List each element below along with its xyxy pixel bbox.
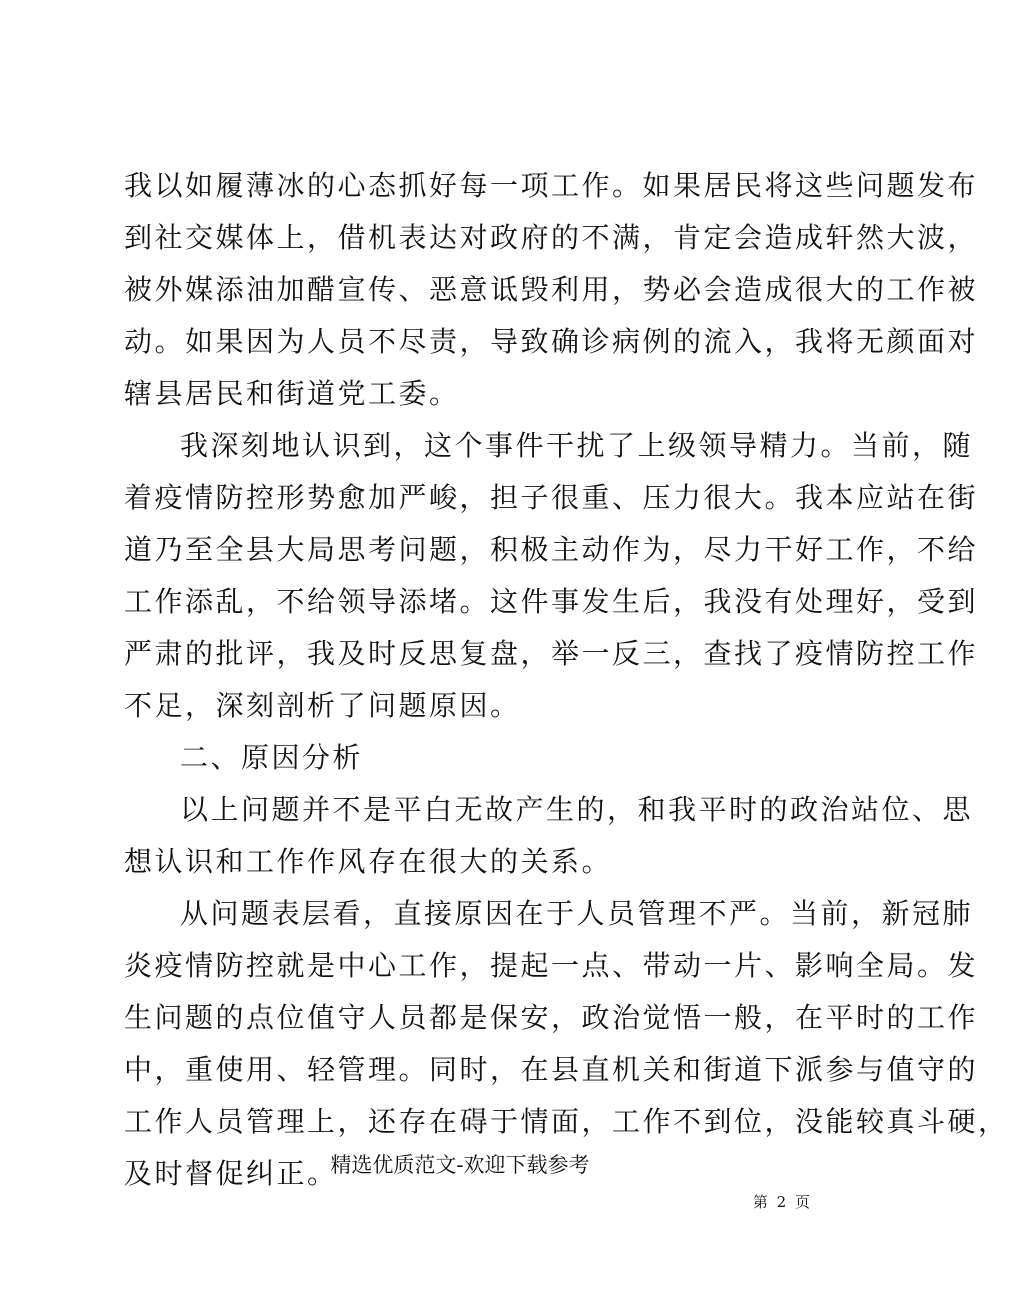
page-number: 第 2 页: [752, 1193, 810, 1211]
body-text-line: 炎疫情防控就是中心工作，提起一点、带动一片、影响全局。发: [124, 949, 979, 982]
body-text-line: 工作人员管理上，还存在碍于情面，工作不到位，没能较真斗硬，: [124, 1105, 1009, 1138]
body-text-line: 着疫情防控形势愈加严峻，担子很重、压力很大。我本应站在街: [124, 481, 979, 514]
body-text-line: 辖县居民和街道党工委。: [124, 377, 460, 410]
body-text-line: 被外媒添油加醋宣传、恶意诋毁利用，势必会造成很大的工作被: [124, 273, 979, 306]
body-text-line: 不足，深刻剖析了问题原因。: [124, 689, 521, 722]
body-text-line: 生问题的点位值守人员都是保安，政治觉悟一般，在平时的工作: [124, 1001, 979, 1034]
body-text-line: 及时督促纠正。: [124, 1157, 338, 1190]
paragraph-first-line: 以上问题并不是平白无故产生的，和我平时的政治站位、思: [180, 793, 974, 826]
paragraph-first-line: 从问题表层看，直接原因在于人员管理不严。当前，新冠肺: [180, 897, 974, 930]
body-text-line: 动。如果因为人员不尽责，导致确诊病例的流入，我将无颜面对: [124, 325, 979, 358]
body-text-line: 想认识和工作作风存在很大的关系。: [124, 845, 613, 878]
body-text-line: 工作添乱，不给领导添堵。这件事发生后，我没有处理好，受到: [124, 585, 979, 618]
paragraph-first-line: 我深刻地认识到，这个事件干扰了上级领导精力。当前，随: [180, 429, 974, 462]
footer-text: 精选优质范文-欢迎下载参考: [330, 1153, 590, 1177]
body-text-line: 到社交媒体上，借机表达对政府的不满，肯定会造成轩然大波，: [124, 221, 979, 254]
body-text-line: 中，重使用、轻管理。同时，在县直机关和街道下派参与值守的: [124, 1053, 979, 1086]
body-text-line: 严肃的批评，我及时反思复盘，举一反三，查找了疫情防控工作: [124, 637, 979, 670]
body-text-line: 我以如履薄冰的心态抓好每一项工作。如果居民将这些问题发布: [124, 169, 979, 202]
section-heading: 二、原因分析: [180, 741, 364, 774]
body-text-line: 道乃至全县大局思考问题，积极主动作为，尽力干好工作，不给: [124, 533, 979, 566]
